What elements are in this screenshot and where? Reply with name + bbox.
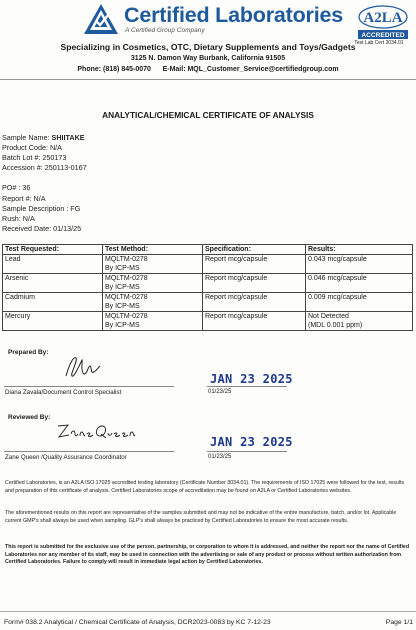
header-contact: Phone: (818) 845-0070 E-Mail: MQL_Customer_Service@certifiedgroup.com <box>77 66 339 73</box>
prepared-date-line <box>207 386 287 387</box>
result <box>306 312 413 331</box>
footer-divider <box>0 611 416 612</box>
result-value: 0.046 mcg/capsule <box>308 275 367 282</box>
sample-name-label: Sample Name: <box>2 133 50 142</box>
po-number: PO# : 36 <box>2 183 31 192</box>
result <box>306 293 413 312</box>
method-code: MQLTM-0278 <box>105 256 148 263</box>
method-technique: By ICP-MS <box>105 322 140 329</box>
result-value: 0.043 mcg/capsule <box>308 256 367 263</box>
certified-logo-icon <box>84 4 118 34</box>
test-name: Mercury <box>3 312 103 331</box>
header-specification: Specification: <box>203 245 306 255</box>
reviewed-signature-line <box>4 451 174 452</box>
table-header-row <box>3 245 413 255</box>
accession-number: Accession #: 250113-0167 <box>2 163 87 172</box>
company-tagline: A Certified Group Company <box>125 27 205 34</box>
table-row <box>3 293 413 312</box>
specification: Report mcg/capsule <box>203 255 306 274</box>
sample-name-line <box>2 133 85 142</box>
usage-restriction-notice: This report is submitted for the exclusive use of the person, partnership, or corporation to whom it is addressed, and neither the report nor the name of Certified Laboratories nor any member of its staff, may be used in connection with the advertising or sale of any product or process without written authorization from Certified Laboratories. Failure to comply will result in immediate legal action by Certified Laboratories. <box>5 544 410 566</box>
page-number: Page 1/1 <box>385 619 413 626</box>
reviewed-date-stamp: JAN 23 2025 <box>210 435 293 449</box>
method-code: MQLTM-0278 <box>105 294 148 301</box>
table-row <box>3 312 413 331</box>
test-method <box>103 293 203 312</box>
method-technique: By ICP-MS <box>105 265 140 272</box>
prepared-by-name: Diana Zavala/Document Control Specialist <box>5 389 122 396</box>
accredited-badge-text: ACCREDITED <box>361 32 405 39</box>
company-name: Certified Laboratories <box>124 3 344 27</box>
method-code: MQLTM-0278 <box>105 275 148 282</box>
test-name: Cadmium <box>3 293 103 312</box>
header-test-method: Test Method: <box>103 245 203 255</box>
accreditation-statement: Certified Laboratories, is an A2LA ISO 17025 accredited testing laboratory (Certificate Number 3034.01). The requirements of ISO 17025 were followed for the test, results and preparation of this certificate of analysis. Certified Laboratories scope of accreditation may be found on A2LA or Certified Laboratories websites. <box>5 480 405 494</box>
sample-name-value: SHIITAKE <box>51 133 85 142</box>
test-method <box>103 312 203 331</box>
rush: Rush: N/A <box>2 214 35 223</box>
header-test-requested: Test Requested: <box>3 245 103 255</box>
result <box>306 274 413 293</box>
sample-description: Sample Description : FG <box>2 204 81 213</box>
table-row <box>3 255 413 274</box>
header-results: Results: <box>306 245 413 255</box>
result-value: 0.009 mcg/capsule <box>308 294 367 301</box>
batch-lot: Batch Lot #: 250173 <box>2 153 67 162</box>
prepared-date: 01/23/25 <box>208 389 232 395</box>
results-disclaimer: The aforementioned results on this report are representative of the samples submitted and may not be indicative of the entire manufacture, batch, and/or lot. Applicable current GMP's shall always be used when sampling. GLP's shall always be practiced by Certified Laboratories to ensure the most accurate results. <box>5 510 397 524</box>
specification: Report mcg/capsule <box>203 274 306 293</box>
accreditation-cert-number: Test Lab Cert 3034.01 <box>354 40 404 46</box>
prepared-signature <box>62 352 102 382</box>
method-code: MQLTM-0278 <box>105 313 148 320</box>
specification: Report mcg/capsule <box>203 312 306 331</box>
method-technique: By ICP-MS <box>105 303 140 310</box>
result-value: Not Detected <box>308 313 349 320</box>
document-title: ANALYTICAL/CHEMICAL CERTIFICATE OF ANALYSIS <box>102 110 314 120</box>
product-code: Product Code: N/A <box>2 143 62 152</box>
prepared-signature-line <box>4 386 174 387</box>
method-technique: By ICP-MS <box>105 284 140 291</box>
svg-text:A2LA: A2LA <box>363 10 403 26</box>
received-date: Received Date: 01/13/25 <box>2 224 82 233</box>
reviewed-by-name: Zane Queen /Quality Assurance Coordinator <box>5 454 127 461</box>
header-specialization: Specializing in Cosmetics, OTC, Dietary Supplements and Toys/Gadgets <box>60 42 356 52</box>
test-name: Lead <box>3 255 103 274</box>
reviewed-date: 01/23/25 <box>208 454 232 460</box>
header-address: 3125 N. Damon Way Burbank, California 91505 <box>130 55 286 62</box>
test-method <box>103 274 203 293</box>
report-number: Report #: N/A <box>2 194 46 203</box>
header-divider <box>0 79 416 80</box>
prepared-date-stamp: JAN 23 2025 <box>210 372 293 386</box>
results-table <box>2 244 413 331</box>
specification: Report mcg/capsule <box>203 293 306 312</box>
reviewed-signature <box>56 420 136 442</box>
test-method <box>103 255 203 274</box>
test-name: Arsenic <box>3 274 103 293</box>
reviewed-date-line <box>207 451 287 452</box>
result <box>306 255 413 274</box>
reviewed-by-label: Reviewed By: <box>8 414 51 421</box>
table-row <box>3 274 413 293</box>
result-note: (MDL 0.001 ppm) <box>308 322 363 329</box>
form-number: Form# 038.2 Analytical / Chemical Certificate of Analysis, DCR2023-0083 by KC 7-12-23 <box>4 619 271 626</box>
prepared-by-label: Prepared By: <box>8 349 49 356</box>
